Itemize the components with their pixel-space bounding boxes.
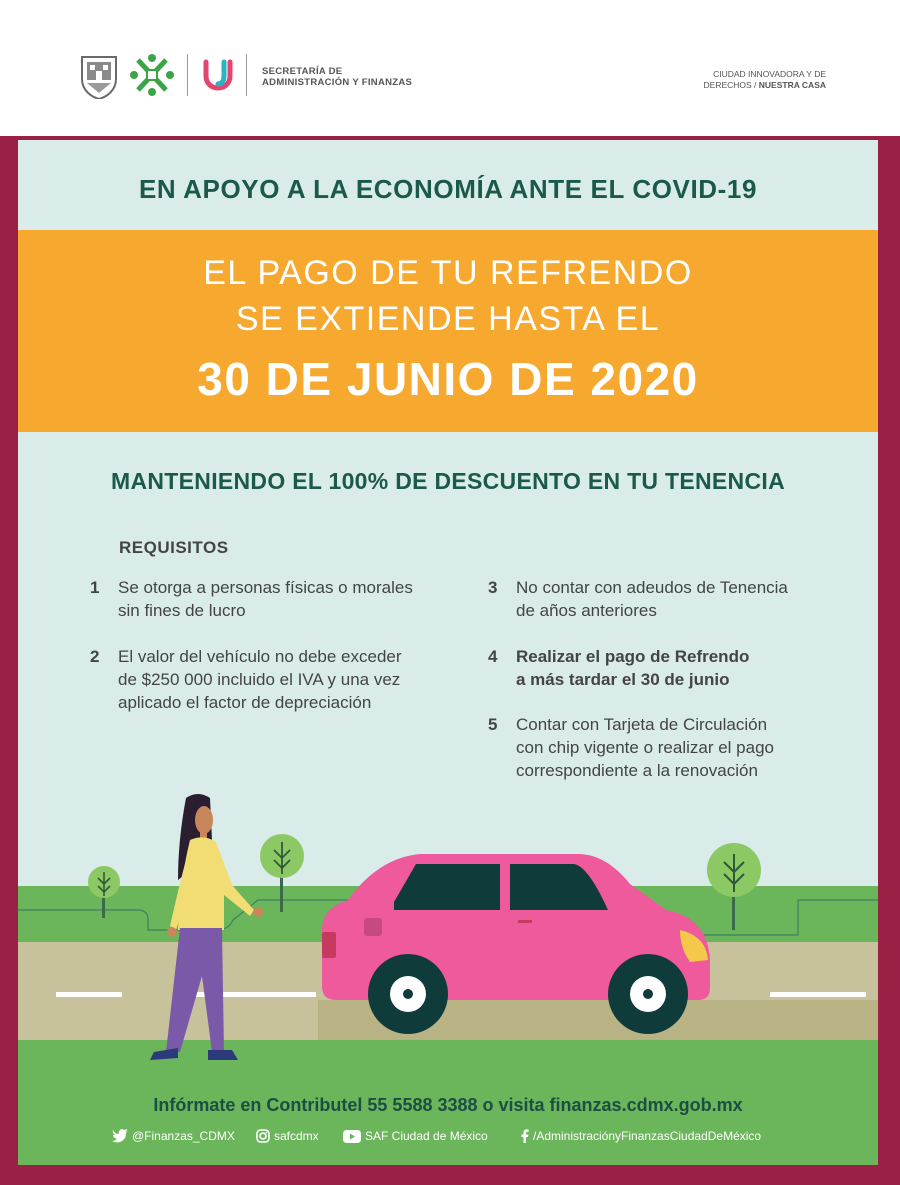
- requirement-number: 3: [488, 578, 498, 597]
- requirement-line: de años anteriores: [516, 601, 657, 620]
- requirement-line: a más tardar el 30 de junio: [516, 670, 730, 689]
- requirement-line: de $250 000 incluido el IVA y una vez: [118, 670, 401, 689]
- header-divider: [187, 54, 188, 96]
- banner-line: EL PAGO DE TU REFRENDO: [203, 254, 693, 292]
- requirement-line: sin fines de lucro: [118, 601, 246, 620]
- requirement-item: [488, 576, 858, 626]
- discount-title: MANTENIENDO EL 100% DE DESCUENTO EN TU TENENCIA: [111, 468, 785, 494]
- youtube-channel[interactable]: [343, 1129, 488, 1143]
- slogan-emphasis: NUESTRA CASA: [758, 80, 826, 90]
- cdmx-logo-icon: [130, 52, 174, 98]
- org-name-line: ADMINISTRACIÓN Y FINANZAS: [262, 77, 413, 88]
- poster-panel: [18, 140, 878, 1165]
- requirement-number: 1: [90, 578, 100, 597]
- requirement-text: [118, 576, 413, 622]
- deadline-banner: [18, 230, 878, 432]
- requirement-line: El valor del vehículo no debe exceder: [118, 647, 402, 666]
- requirement-number: 5: [488, 715, 498, 734]
- banner-line: SE EXTIENDE HASTA EL: [235, 300, 661, 338]
- slogan-text: DERECHOS /: [703, 80, 759, 90]
- slogan-line: CIUDAD INNOVADORA Y DE: [713, 69, 826, 79]
- youtube-label: SAF Ciudad de México: [365, 1129, 488, 1143]
- requirement-line: Contar con Tarjeta de Circulación: [516, 715, 768, 734]
- header-divider: [246, 54, 247, 96]
- requirement-line: No contar con adeudos de Tenencia: [516, 578, 788, 597]
- requirement-line: Se otorga a personas físicas o morales: [118, 578, 413, 597]
- requirement-item: [488, 645, 858, 695]
- facebook-icon: [521, 1129, 529, 1143]
- facebook-page[interactable]: [521, 1129, 761, 1143]
- requirement-number: 4: [488, 647, 498, 666]
- facebook-label: /AdministraciónyFinanzasCiudadDeMéxico: [533, 1129, 762, 1143]
- requirement-text: [516, 645, 749, 691]
- twitter-icon: [112, 1129, 128, 1143]
- requirement-line: correspondiente a la renovación: [516, 761, 758, 780]
- requirements-title: REQUISITOS: [119, 538, 229, 557]
- contact-line: Infórmate en Contributel 55 5588 3388 o visita finanzas.cdmx.gob.mx: [153, 1095, 743, 1115]
- city-slogan: [626, 69, 826, 91]
- coat-of-arms-icon: [80, 53, 118, 99]
- twitter-handle[interactable]: [112, 1129, 235, 1143]
- requirement-number: 2: [90, 647, 100, 666]
- org-name: [262, 66, 462, 88]
- requirement-text: [118, 645, 402, 714]
- requirement-line: Realizar el pago de Refrendo: [516, 647, 750, 666]
- support-title: EN APOYO A LA ECONOMÍA ANTE EL COVID-19: [138, 174, 758, 204]
- requirement-item: [90, 645, 470, 717]
- requirement-line: con chip vigente o realizar el pago: [516, 738, 774, 757]
- header: [0, 0, 900, 136]
- youtube-icon: [343, 1130, 361, 1143]
- slogan-line: [626, 80, 826, 91]
- lane-dash: [770, 992, 866, 997]
- instagram-label: safcdmx: [274, 1129, 319, 1143]
- instagram-handle[interactable]: [256, 1129, 319, 1143]
- requirement-text: [516, 713, 774, 782]
- requirement-item: [90, 576, 470, 626]
- instagram-icon: [256, 1129, 270, 1143]
- requirement-line: aplicado el factor de depreciación: [118, 693, 372, 712]
- deadline-date: 30 DE JUNIO DE 2020: [197, 353, 699, 405]
- requirement-text: [516, 576, 788, 622]
- innovation-u-logo-icon: [202, 58, 234, 92]
- org-name-line: SECRETARÍA DE: [262, 66, 343, 77]
- requirement-item: [488, 713, 858, 785]
- lane-dash: [56, 992, 122, 997]
- twitter-label: @Finanzas_CDMX: [132, 1129, 235, 1143]
